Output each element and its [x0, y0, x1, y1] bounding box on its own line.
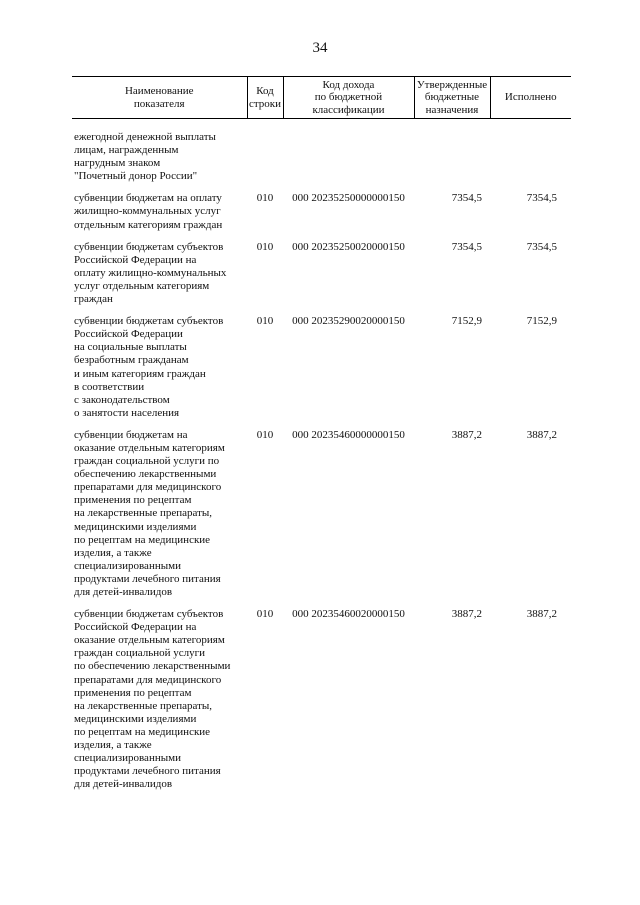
- table-header: [72, 77, 571, 119]
- page-number: 34: [312, 40, 328, 56]
- line-code: 010: [256, 608, 274, 621]
- indicator-name: субвенции бюджетам на оказание отдельным категориям граждан социальной услуги по обеспечению лекарственными препаратами для медицинского применения по рецептам на лекарственные препараты, медицинскими изделиями по рецептам на медицинские изделия, а также специализированными продуктами лечебного питания для детей-инвалидов: [74, 428, 225, 598]
- approved-amount: 3887,2: [451, 608, 482, 621]
- indicator-name: ежегодной денежной выплаты лицам, награжденным нагрудным знаком "Почетный донор России": [74, 131, 216, 183]
- income-code: 000 20235460020000150: [292, 608, 405, 621]
- budget-income-table: [72, 76, 571, 800]
- executed-amount: 7152,9: [526, 315, 557, 328]
- executed-amount: 3887,2: [526, 608, 557, 621]
- header-indicator-name: Наименование показателя: [72, 77, 247, 119]
- executed-amount: 7354,5: [526, 240, 557, 253]
- table-row-continuation: [72, 119, 571, 193]
- indicator-name: субвенции бюджетам субъектов Российской Федерации на оказание отдельным категориям граждан социальной услуги по обеспечению лекарственными препаратами для медицинского применения по рецептам на лекарственные препараты, медицинскими изделиями по рецептам на медицинские изделия, а также специализированными продуктами лечебного питания для детей-инвалидов: [74, 608, 231, 791]
- approved-amount: 7152,9: [451, 315, 482, 328]
- approved-amount: 7354,5: [451, 240, 482, 253]
- line-code: 010: [256, 315, 274, 328]
- header-approved-budget: Утвержденные бюджетные назначения: [414, 77, 490, 119]
- table-row: [72, 241, 571, 315]
- table-row: [72, 429, 571, 608]
- income-code: 000 20235250000000150: [292, 192, 405, 205]
- executed-amount: 3887,2: [526, 428, 557, 441]
- indicator-name: субвенции бюджетам на оплату жилищно-коммунальных услуг отдельным категориям граждан: [74, 192, 223, 231]
- income-code: 000 20235250020000150: [292, 240, 405, 253]
- executed-amount: 7354,5: [526, 192, 557, 205]
- table-row: [72, 608, 571, 800]
- header-income-code: Код дохода по бюджетной классификации: [283, 77, 414, 119]
- line-code: 010: [256, 240, 274, 253]
- indicator-name: субвенции бюджетам субъектов Российской Федерации на оплату жилищно-коммунальных услуг отдельным категориям граждан: [74, 240, 227, 306]
- approved-amount: 3887,2: [451, 428, 482, 441]
- approved-amount: 7354,5: [451, 192, 482, 205]
- income-code: 000 20235460000000150: [292, 428, 405, 441]
- table-row: [72, 315, 571, 429]
- income-code: 000 20235290020000150: [292, 315, 405, 328]
- header-executed: Исполнено: [490, 77, 571, 119]
- line-code: 010: [256, 192, 274, 205]
- table-row: [72, 192, 571, 240]
- indicator-name: субвенции бюджетам субъектов Российской Федерации на социальные выплаты безработным гражданам и иным категориям граждан в соответствии с законодательством о занятости населения: [74, 315, 224, 419]
- header-line-code: Код строки: [247, 77, 283, 119]
- line-code: 010: [256, 428, 274, 441]
